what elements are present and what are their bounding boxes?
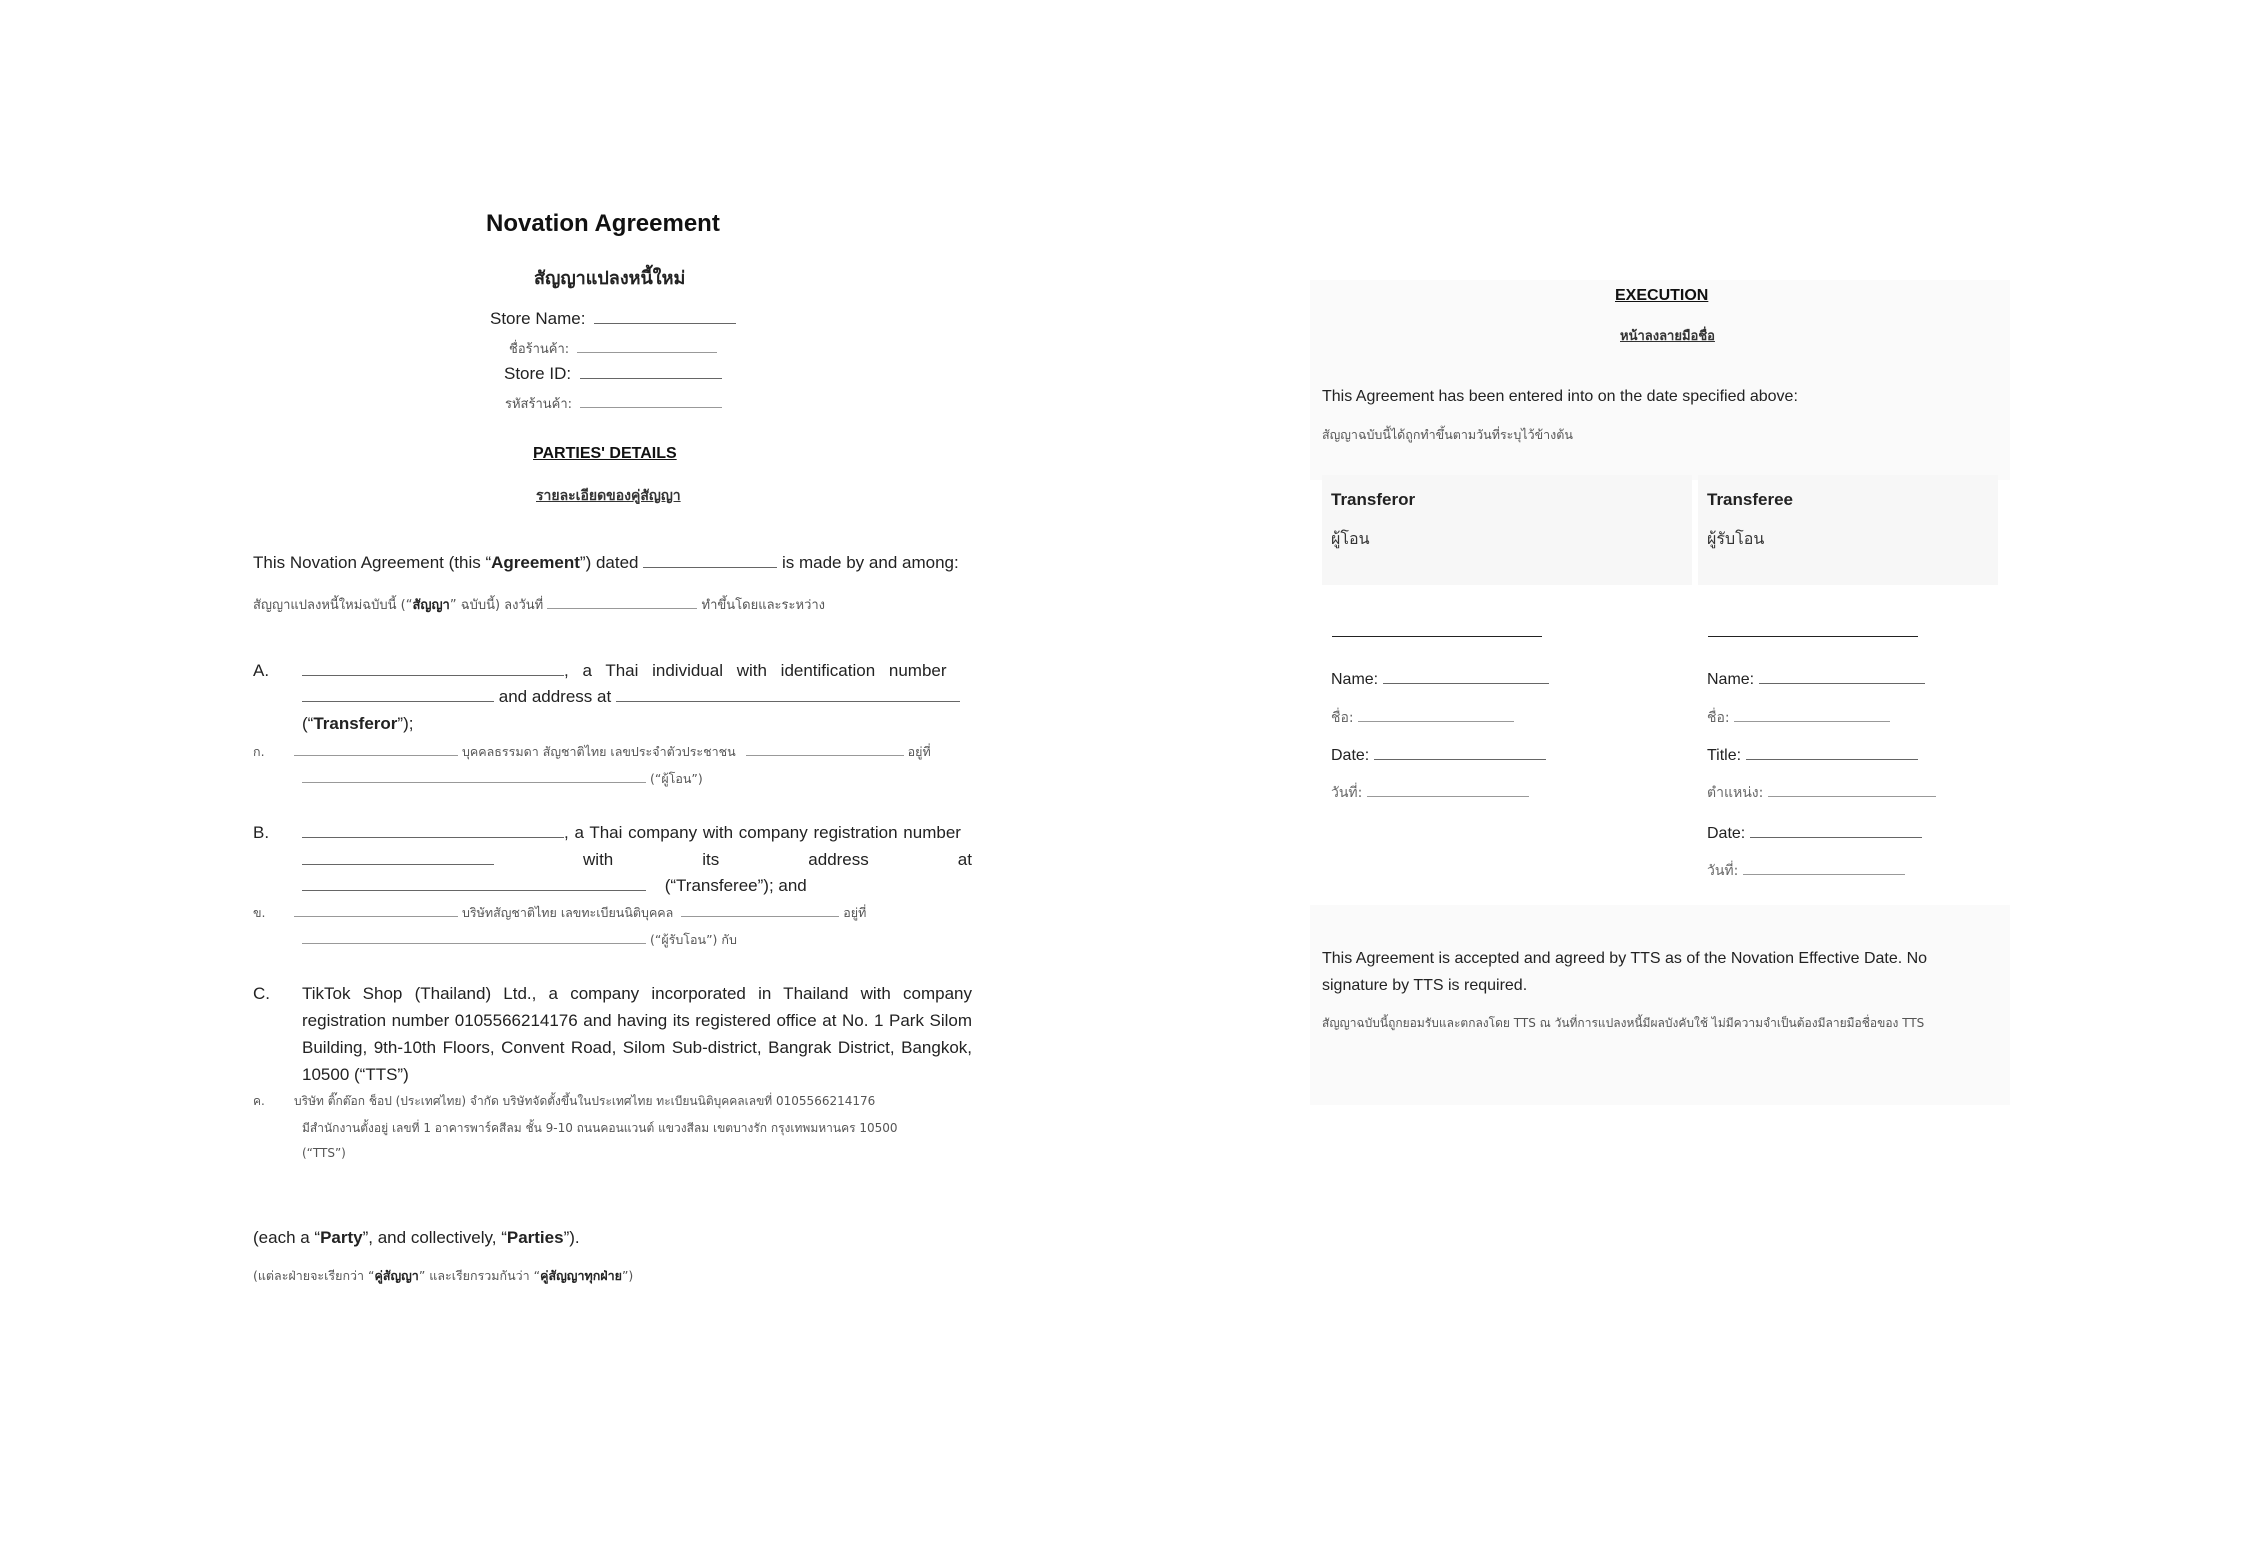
transferor-date-row <box>1331 746 1546 765</box>
party-a-thai-address-blank[interactable] <box>302 770 646 783</box>
acceptance-panel <box>1310 905 2010 1105</box>
transferee-heading: Transferee <box>1707 490 1793 509</box>
transferor-heading-thai: ผู้โอน <box>1331 529 1370 548</box>
party-c-marker: C. <box>253 984 270 1003</box>
transferee-title-thai-blank[interactable] <box>1768 784 1936 797</box>
transferee-name-thai-blank[interactable] <box>1734 709 1890 722</box>
entered-thai: สัญญาฉบับนี้ได้ถูกทำขึ้นตามวันที่ระบุไว้ข้างต้น <box>1322 427 1573 442</box>
party-b-line2 <box>302 850 972 870</box>
intro-pre: This Novation Agreement (this “ <box>253 553 492 572</box>
party-c-thai-line1: บริษัท ติ๊กต๊อก ช็อป (ประเทศไทย) จำกัด บริษัทจัดตั้งขึ้นในประเทศไทย ทะเบียนนิติบุคคลเลขที่ 0105566214176 <box>294 1094 876 1108</box>
intro-line <box>253 553 959 573</box>
party-b-thai-address-blank[interactable] <box>302 931 646 944</box>
party-b-thai-line1 <box>294 903 866 923</box>
intro-date-blank[interactable] <box>643 553 777 568</box>
transferee-date-row <box>1707 824 1922 843</box>
party-b-name-blank[interactable] <box>302 823 564 838</box>
transferor-heading: Transferor <box>1331 490 1416 509</box>
party-b-marker: B. <box>253 823 270 842</box>
parties-heading: PARTIES' DETAILS <box>533 445 677 462</box>
store-name-blank[interactable] <box>594 309 736 324</box>
transferor-name-thai-label: ชื่อ: <box>1331 710 1354 726</box>
intro-bold: Agreement <box>491 553 580 572</box>
store-id-row <box>504 364 722 384</box>
party-b-line1-text: , a Thai company with company registration number <box>564 823 961 842</box>
party-b-thai-mid: บริษัทสัญชาติไทย เลขทะเบียนนิติบุคคล <box>461 905 674 920</box>
parties-heading-thai: รายละเอียดของคู่สัญญา <box>536 488 681 504</box>
store-id-thai-row <box>505 393 722 414</box>
transferor-date-label: Date: <box>1331 747 1370 764</box>
party-a-line2 <box>302 687 960 707</box>
party-b-line1 <box>302 823 961 843</box>
transferee-name-thai-row <box>1707 707 1890 729</box>
store-id-thai-label: รหัสร้านค้า: <box>505 397 573 412</box>
party-c-thai-marker: ค. <box>253 1094 265 1108</box>
party-b-thai-marker: ข. <box>253 905 266 920</box>
party-a-name-blank[interactable] <box>302 661 564 676</box>
transferee-title-thai-label: ตำแหน่ง: <box>1707 785 1764 801</box>
transferor-name-thai-blank[interactable] <box>1358 709 1514 722</box>
accepted-text: This Agreement is accepted and agreed by TTS as of the Novation Effective Date. No signature by TTS is required. <box>1322 950 1928 994</box>
party-a-transferor-bold: Transferor <box>313 714 398 733</box>
store-name-thai-blank[interactable] <box>577 340 717 353</box>
accepted-thai: สัญญาฉบับนี้ถูกยอมรับและตกลงโดย TTS ณ วันที่การแปลงหนี้มีผลบังคับใช้ ไม่มีความจำเป็นต้องมีลายมือชื่อของ TTS <box>1322 1016 1925 1030</box>
party-a-line1-text: , a Thai individual with identification number <box>564 661 947 680</box>
party-a-id-blank[interactable] <box>302 687 494 702</box>
transferor-date-thai-label: วันที่: <box>1331 785 1363 801</box>
party-c-thai-line3: (“TTS”) <box>302 1146 346 1160</box>
party-a-thai-name-blank[interactable] <box>294 743 458 756</box>
each-mid: ”, and collectively, “ <box>362 1228 507 1247</box>
transferee-signature-line[interactable] <box>1708 636 1918 637</box>
store-name-thai-row <box>509 338 717 359</box>
each-pre: (each a “ <box>253 1228 321 1247</box>
each-thai-mid: ” และเรียกรวมกันว่า “ <box>418 1268 541 1283</box>
party-b-thai-line2 <box>302 930 737 950</box>
party-a-thai-mid: บุคคลธรรมดา สัญชาติไทย เลขประจำตัวประชาชน <box>461 744 736 759</box>
each-thai-bold1: คู่สัญญา <box>374 1268 419 1283</box>
transferee-name-thai-label: ชื่อ: <box>1707 710 1730 726</box>
each-party-bold: Party <box>320 1228 363 1247</box>
each-post: ”). <box>563 1228 580 1247</box>
party-b-line2-w4: at <box>957 850 972 869</box>
party-a-line2-text: and address at <box>498 687 612 706</box>
intro-thai-post: ทำขึ้นโดยและระหว่าง <box>701 598 826 613</box>
entered-text: This Agreement has been entered into on the date specified above: <box>1322 388 1798 405</box>
party-a-line1 <box>302 661 972 681</box>
party-a-line3-post: ”); <box>397 714 414 733</box>
store-id-blank[interactable] <box>580 364 722 379</box>
party-a-marker: A. <box>253 661 270 680</box>
transferee-date-label: Date: <box>1707 825 1746 842</box>
transferee-heading-thai: ผู้รับโอน <box>1707 529 1765 548</box>
transferor-name-thai-row <box>1331 707 1514 729</box>
transferee-title-row <box>1707 746 1918 765</box>
intro-post: is made by and among: <box>781 553 959 572</box>
execution-heading: EXECUTION <box>1615 287 1709 304</box>
execution-heading-thai: หน้าลงลายมือชื่อ <box>1620 329 1715 344</box>
store-name-label: Store Name: <box>490 309 586 328</box>
each-thai-post: ”) <box>621 1268 634 1283</box>
each-thai-pre: (แต่ละฝ่ายจะเรียกว่า “ <box>253 1268 375 1283</box>
party-b-line3 <box>302 876 807 896</box>
party-b-thai-post: อยู่ที่ <box>843 905 867 920</box>
party-b-address-blank[interactable] <box>302 876 646 891</box>
each-parties-bold: Parties <box>506 1228 564 1247</box>
party-a-thai-line1 <box>294 742 931 762</box>
intro-thai-pre: สัญญาแปลงหนี้ใหม่ฉบับนี้ (“ <box>253 598 413 613</box>
transferee-date-thai-row <box>1707 860 1905 882</box>
party-c-thai-line2: มีสำนักงานตั้งอยู่ เลขที่ 1 อาคารพาร์คสีลม ชั้น 9-10 ถนนคอนแวนต์ แขวงสีลม เขตบางรัก กรุงเทพมหานคร 10500 <box>302 1121 898 1135</box>
each-party-thai-line <box>253 1266 633 1286</box>
intro-thai-mid: ” ฉบับนี้) ลงวันที่ <box>449 598 544 613</box>
party-a-thai-post: อยู่ที่ <box>907 744 931 759</box>
store-name-row <box>490 309 736 329</box>
document-title: Novation Agreement <box>486 210 720 237</box>
party-a-thai-line2 <box>302 769 703 789</box>
party-b-thai-line2-post: (“ผู้รับโอน”) กับ <box>649 932 737 947</box>
transferee-title-thai-row <box>1707 782 1936 804</box>
transferee-name-blank[interactable] <box>1759 670 1925 684</box>
party-b-thai-reg-blank[interactable] <box>681 904 839 917</box>
transferor-date-blank[interactable] <box>1374 746 1546 760</box>
transferee-name-row <box>1707 670 1925 689</box>
party-a-thai-line2-post: (“ผู้โอน”) <box>649 771 703 786</box>
party-b-line2-w2: its <box>702 850 720 869</box>
party-a-thai-id-blank[interactable] <box>746 743 904 756</box>
each-party-line <box>253 1228 580 1248</box>
document-title-thai: สัญญาแปลงหนี้ใหม่ <box>534 268 686 289</box>
store-id-label: Store ID: <box>504 364 572 383</box>
party-a-address-blank[interactable] <box>616 687 960 702</box>
transferee-title-blank[interactable] <box>1746 746 1918 760</box>
transferee-name-label: Name: <box>1707 671 1755 688</box>
transferor-date-thai-row <box>1331 782 1529 804</box>
party-a-line3 <box>302 714 413 734</box>
party-b-line2-w3: address <box>808 850 869 869</box>
transferor-name-blank[interactable] <box>1383 670 1549 684</box>
party-c-text: TikTok Shop (Thailand) Ltd., a company incorporated in Thailand with company registration number 0105566214176 and having its registered office at No. 1 Park Silom Building, 9th-10th Floors, Convent Road, Silom Sub-district, Bangrak District, Bangkok, 10500 (“TTS”) <box>302 984 972 1084</box>
intro-thai-bold: สัญญา <box>412 598 450 613</box>
transferee-title-label: Title: <box>1707 747 1742 764</box>
transferor-signature-line[interactable] <box>1332 636 1542 637</box>
transferee-date-thai-blank[interactable] <box>1743 862 1905 875</box>
transferor-name-row <box>1331 670 1549 689</box>
transferor-date-thai-blank[interactable] <box>1367 784 1529 797</box>
transferee-date-blank[interactable] <box>1750 824 1922 838</box>
party-b-line3-text: (“Transferee”); and <box>664 876 807 895</box>
transferor-name-label: Name: <box>1331 671 1379 688</box>
intro-thai-line <box>253 594 825 615</box>
party-b-thai-name-blank[interactable] <box>294 904 458 917</box>
store-name-thai-label: ชื่อร้านค้า: <box>509 342 570 357</box>
transferee-date-thai-label: วันที่: <box>1707 863 1739 879</box>
intro-thai-date-blank[interactable] <box>547 596 697 609</box>
intro-mid: ”) dated <box>579 553 639 572</box>
party-a-line3-pre: (“ <box>302 714 314 733</box>
each-thai-bold2: คู่สัญญาทุกฝ่าย <box>540 1268 622 1283</box>
party-b-line2-w1: with <box>583 850 614 869</box>
party-b-reg-blank[interactable] <box>302 850 494 865</box>
store-id-thai-blank[interactable] <box>580 395 722 408</box>
party-a-thai-marker: ก. <box>253 744 265 759</box>
execution-panel <box>1310 280 2010 480</box>
